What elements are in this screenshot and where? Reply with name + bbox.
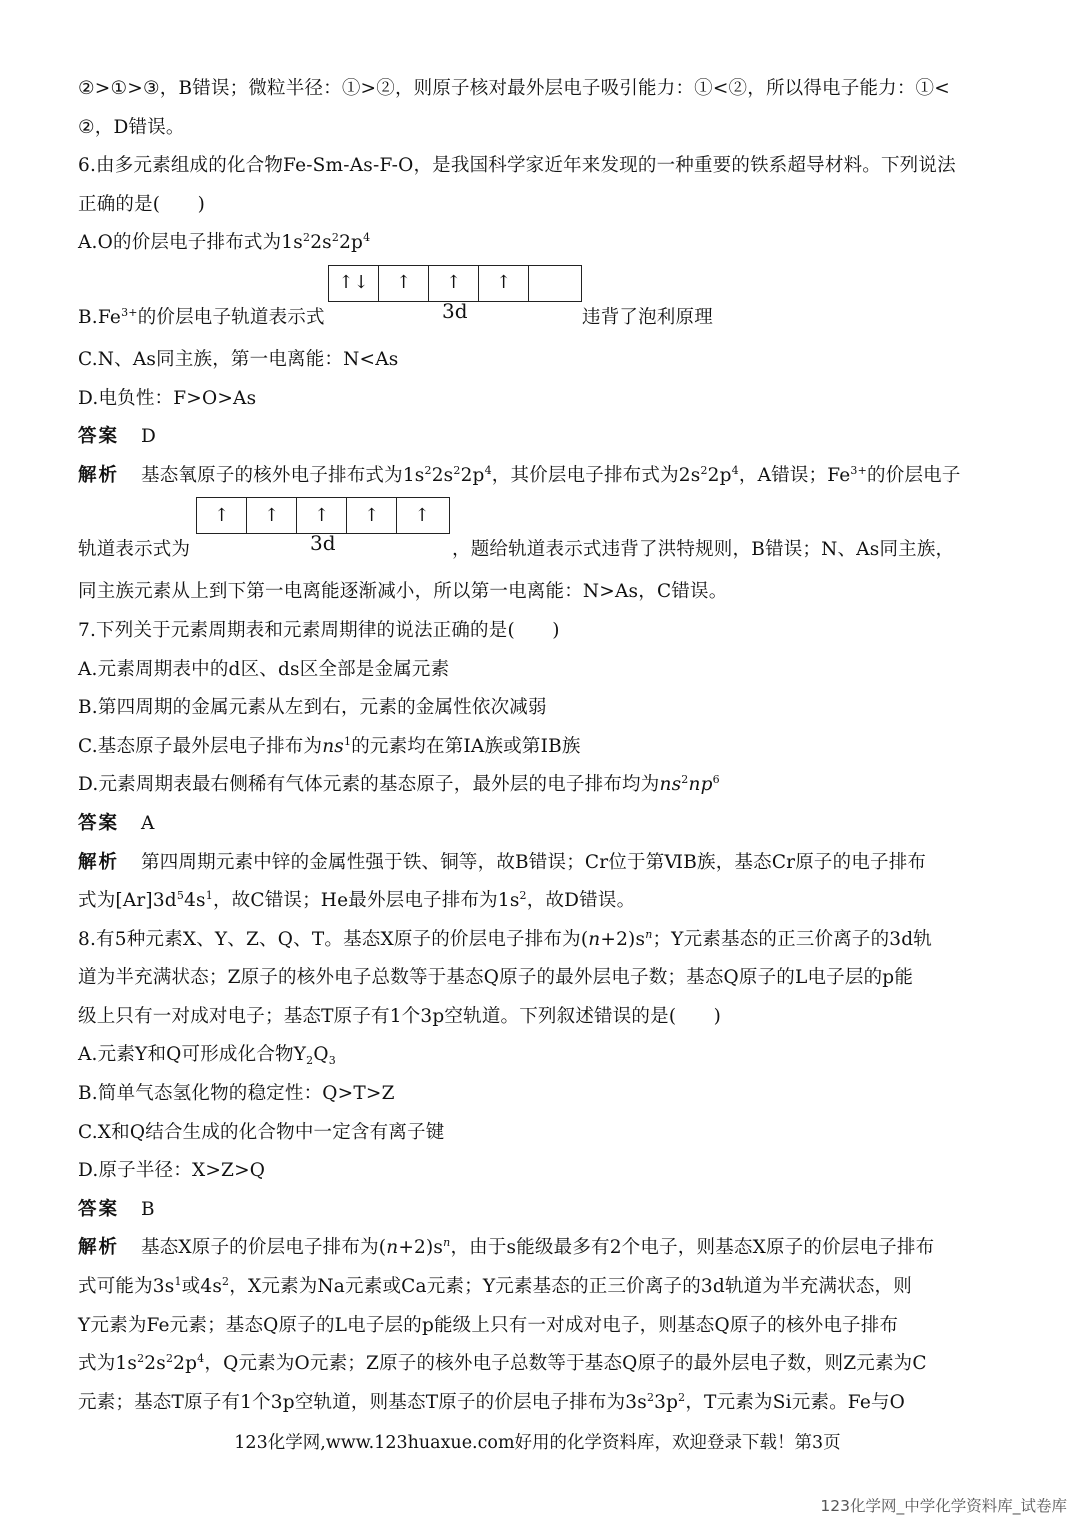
q7-analysis-line: 解析 第四周期元素中锌的金属性强于铁、铜等，故B错误；Cr位于第ⅥB族，基态Cr原子的电子排布 — [78, 851, 927, 873]
question-8-stem-cont: 道为半充满状态；Z原子的核外电子总数等于基态Q原子的最外层电子数；基态Q原子的L电子层的p能 — [78, 967, 914, 989]
text-line: ②，D错误。 — [78, 116, 185, 138]
q6-answer: 答案 D — [78, 426, 157, 448]
orbital-label: 3d — [442, 298, 468, 323]
page-content — [78, 70, 993, 1422]
question-8-stem-cont: 级上只有一对成对电子；基态T原子有1个3p空轨道。下列叙述错误的是( ) — [78, 1005, 722, 1027]
q8-analysis-line: 式为$1s^22s^22p^4$，Q元素为O元素；Z原子的核外电子总数等于基态Q原子的最外层电子数，则Z元素为C — [78, 1352, 927, 1375]
watermark-text: 123化学网_中学化学资料库_试卷库 — [820, 1497, 1067, 1515]
orbital-box: ↑ — [414, 504, 430, 526]
q8-analysis-line: 式可能为$3s^1$或$4s^2$，X元素为Na元素或Ca元素；Y元素基态的正三价离子的3d轨道为半充满状态，则 — [78, 1275, 912, 1298]
q7-option-c: C.基态原子最外层电子排布为$ns^1$的元素均在第ⅠA族或第ⅠB族 — [78, 734, 581, 757]
q6-analysis-line2-prefix: 轨道表示式为 — [78, 539, 191, 561]
orbital-diagram-b — [328, 265, 582, 302]
q8-option-a: A.元素Y和Q可形成化合物$Y_2Q_3$ — [78, 1044, 336, 1068]
orbital-box — [529, 266, 579, 301]
page-footer: 123化学网,www.123huaxue.com好用的化学资料库，欢迎登录下载！第3页 — [234, 1433, 841, 1453]
orbital-box: ↑ — [429, 266, 479, 301]
q8-option-c: C.X和Q结合生成的化合物中一定含有离子键 — [78, 1121, 445, 1143]
q6-analysis-orbital-row — [78, 495, 993, 573]
q6-analysis-line2-suffix: ，题给轨道表示式违背了洪特规则，B错误；N、As同主族， — [452, 539, 955, 561]
orbital-box: ↑ — [347, 498, 397, 533]
question-6-stem-cont: 正确的是( ) — [78, 193, 206, 215]
orbital-box: ↑ — [197, 498, 247, 533]
q8-answer: 答案 B — [78, 1198, 155, 1220]
question-8-stem: 8.有5种元素X、Y、Z、Q、T。基态X原子的价层电子排布为$(n+2)s^n$；Y元素基态的正三价离子的3d轨 — [78, 927, 933, 950]
q7-option-b: B.第四周期的金属元素从左到右，元素的金属性依次减弱 — [78, 697, 547, 719]
q8-analysis-line: Y元素为Fe元素；基态Q原子的L电子层的p能级上只有一对成对电子，则基态Q原子的核外电子排布 — [78, 1314, 899, 1336]
question-6-stem: 6.由多元素组成的化合物Fe-Sm-As-F-O，是我国科学家近年来发现的一种重要的铁系超导材料。下列说法 — [78, 155, 956, 177]
q6-option-b: ↑↓ ↑ ↑ ↑ $B.Fe^{3+}$的价层电子轨道表示式 3d 违背了泡利原理 — [78, 263, 993, 341]
orbital-box: ↑ — [297, 498, 347, 533]
text-line: ②>①>③，B错误；微粒半径：①>②，则原子核对最外层电子吸引能力：①<②，所以得电子能力：①< — [78, 78, 950, 99]
q8-analysis-line: 解析 基态X原子的价层电子排布为$(n+2)s^n$，由于s能级最多有2个电子，则基态X原子的价层电子排布 — [78, 1236, 935, 1259]
q6-analysis-line: 解析 基态氧原子的核外电子排布式为$1s^22s^22p^4$，其价层电子排布式为$2s^22p^4$，A错误；$Fe^{3+}$的价层电子 — [78, 463, 961, 486]
orbital-box: ↑↓ — [329, 266, 379, 301]
q6-option-d: D.电负性：F>O>As — [78, 387, 257, 409]
orbital-box: ↑ — [479, 266, 529, 301]
q7-answer: 答案 A — [78, 812, 155, 834]
q6-analysis-line: 同主族元素从上到下第一电离能逐渐减小，所以第一电离能：N>As，C错误。 — [78, 581, 728, 603]
orbital-box: ↑ — [247, 498, 297, 533]
orbital-diagram-analysis — [196, 497, 450, 534]
orbital-label: 3d — [310, 531, 336, 556]
orbital-box: ↑ — [379, 266, 429, 301]
q7-analysis-line: 式为$[Ar]3d^54s^1$，故C错误；He最外层电子排布为$1s^2$，故D错误。 — [78, 889, 636, 912]
q7-option-a: A.元素周期表中的d区、ds区全部是金属元素 — [78, 658, 450, 680]
q8-analysis-line: 元素；基态T原子有1个3p空轨道，则基态T原子的价层电子排布为$3s^23p^2$，T元素为Si元素。Fe与O — [78, 1390, 906, 1413]
q8-option-d: D.原子半径：X>Z>Q — [78, 1160, 266, 1182]
question-7-stem: 7.下列关于元素周期表和元素周期律的说法正确的是( ) — [78, 619, 560, 641]
q8-option-b: B.简单气态氢化物的稳定性：Q>T>Z — [78, 1083, 395, 1105]
q6-option-c: C.N、As同主族，第一电离能：N<As — [78, 348, 399, 370]
q6-option-a: A.O的价层电子排布式为$1s^22s^22p^4$ — [78, 231, 371, 254]
q7-option-d: D.元素周期表最右侧稀有气体元素的基态原子，最外层的电子排布均为$ns^2np^6$ — [78, 773, 720, 796]
q6-option-b-prefix: B.Fe — [78, 306, 122, 328]
q6-option-b-suffix: 违背了泡利原理 — [582, 306, 713, 328]
